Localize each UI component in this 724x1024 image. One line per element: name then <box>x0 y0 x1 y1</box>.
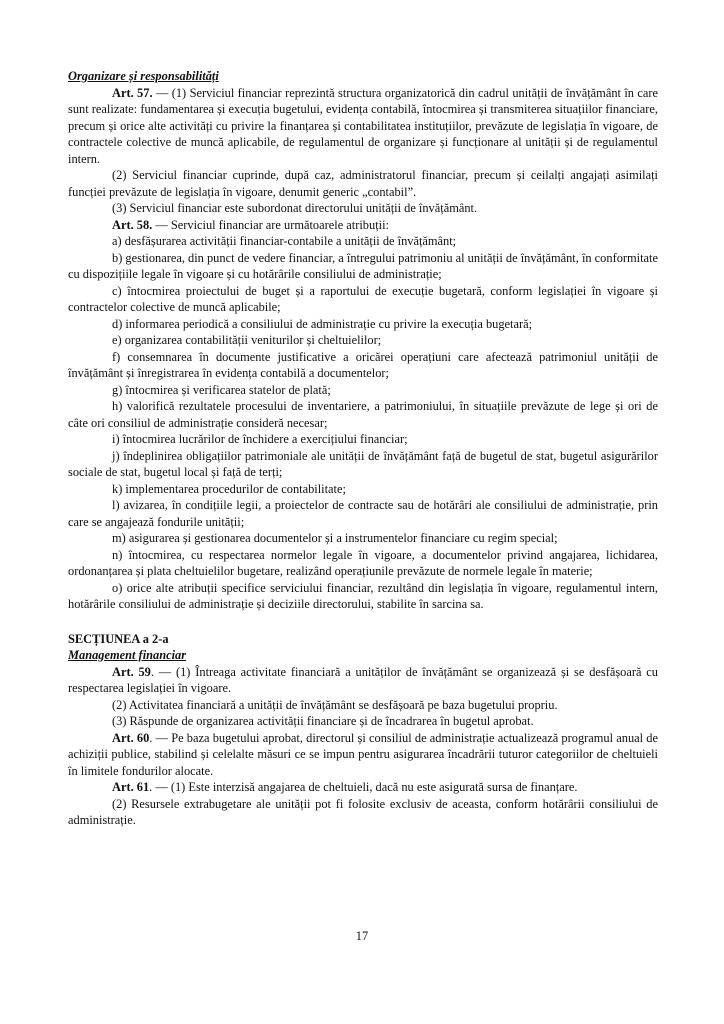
section2-heading: SECȚIUNEA a 2-a <box>68 631 169 646</box>
art58-item-b: b) gestionarea, din punct de vedere financiar, a întregului patrimoniu al unității de învățământ, în conformitate cu dispozițiile legale în vigoare și cu hotărârile consiliului de administrație; <box>68 250 658 281</box>
art58-item-h: h) valorifică rezultatele procesului de inventariere, a patrimoniului, în situațiile prevăzute de lege și ori de câte ori consiliul de administrație consideră necesar; <box>68 399 658 430</box>
art58-item-e: e) organizarea contabilității veniturilor și cheltuielilor; <box>112 333 382 347</box>
art59-label: Art. 59 <box>112 664 151 679</box>
art58-item-g: g) întocmirea și verificarea statelor de plată; <box>112 382 331 397</box>
art57-paragraph-2: (2) Serviciul financiar cuprinde, după caz, administratorul financiar, precum și ceilalți angajați asimilați funcției prevăzute de legislația în vigoare, denumit generic „contabil”. <box>68 168 658 199</box>
art58-intro <box>68 217 658 234</box>
art57-paragraph-3: (3) Serviciul financiar este subordonat directorului unității de învățământ. <box>112 201 478 215</box>
art61-label: Art. 61 <box>112 780 150 794</box>
art59-paragraph-3: (3) Răspunde de organizarea activității financiare și de încadrarea în bugetul aprobat. <box>112 714 534 728</box>
art59-paragraph-1 <box>68 664 658 697</box>
art57-label: Art. 57. <box>112 85 153 100</box>
art58-item-m: m) asigurarea și gestionarea documentelor și a instrumentelor financiare cu regim special; <box>112 531 558 545</box>
art58-item-j: j) îndeplinirea obligațiilor patrimoniale ale unității de învățământ față de bugetul de stat, bugetul asigurărilor sociale de stat, bugetul local și față de terți; <box>68 448 658 479</box>
art59-text-1: . — (1) Întreaga activitate financiară a unităților de învățământ se organizează și se desfășoară cu respectarea legislației în vigoare. <box>68 664 658 695</box>
art59-paragraph-2: (2) Activitatea financiară a unității de învățământ se desfășoară pe baza bugetului propriu. <box>112 697 558 712</box>
page-number: 17 <box>355 929 369 943</box>
art58-item-c: c) întocmirea proiectului de buget și a raportului de execuție bugetară, conform legislației în vigoare și contractelor colective de muncă aplicabile; <box>68 283 658 314</box>
section-title-text: Organizare și responsabilități <box>68 69 219 83</box>
section2-title <box>68 647 658 664</box>
art61-paragraph-2: (2) Resursele extrabugetare ale unității pot fi folosite exclusiv de aceasta, conform hotărârii consiliului de administrație. <box>68 796 658 827</box>
art58-intro-text: — Serviciul financiar are următoarele atribuții: <box>152 217 389 232</box>
page-content <box>68 68 658 829</box>
art58-label: Art. 58. <box>112 217 153 232</box>
art57-text-1: — (1) Serviciul financiar reprezintă structura organizatorică din cadrul unității de învățământ în care sunt realizate: fundamentarea și execuția bugetului, evidența contabilă, întocmirea și transmiterea situațiilor financiare, precum și orice alte activități cu privire la finanțarea și contabilitatea instituțiilor, prevăzute de legislația în vigoare, de contractele colective de muncă aplicabile, de regulamentul de organizare și funcționare al unității și de regulamentul intern. <box>68 85 658 166</box>
art61-paragraph-1 <box>68 779 658 796</box>
art58-item-a: a) desfășurarea activității financiar-contabile a unității de învățământ; <box>112 234 457 248</box>
art60-label: Art. 60 <box>112 730 150 745</box>
art58-item-k: k) implementarea procedurilor de contabilitate; <box>112 481 346 496</box>
art60-text: . — Pe baza bugetului aprobat, directorul și consiliul de administrație actualizează programul anual de achiziții publice, stabilind și celelalte măsuri ce se impun pentru asigurarea încadrării tuturor categoriilor de cheltuieli în limitele fondurilor alocate. <box>68 730 658 778</box>
art58-item-o: o) orice alte atribuții specifice serviciului financiar, rezultând din legislația în vigoare, regulamentul intern, hotărârile consiliului de administrație și deciziile directorului, stabilite în sarcina sa. <box>68 580 658 611</box>
art58-item-l: l) avizarea, în condițiile legii, a proiectelor de contracte sau de hotărâri ale consiliului de administrație, prin care se angajează fondurile unității; <box>68 498 658 529</box>
art58-item-d: d) informarea periodică a consiliului de administrație cu privire la execuția bugetară; <box>112 316 533 331</box>
art61-text-1: . — (1) Este interzisă angajarea de cheltuieli, dacă nu este asigurată sursa de finanțare. <box>149 780 578 794</box>
section2-title-text: Management financiar <box>68 648 187 662</box>
art60-paragraph <box>68 730 658 780</box>
art57-paragraph-1 <box>68 85 658 168</box>
section-title <box>68 68 658 85</box>
art58-item-i: i) întocmirea lucrărilor de închidere a exercițiului financiar; <box>112 432 408 446</box>
art58-item-n: n) întocmirea, cu respectarea normelor legale în vigoare, a documentelor privind angajarea, lichidarea, ordonanțarea și plata cheltuielilor bugetare, realizând operațiunile prevăzute de normele legale în materie; <box>68 547 658 578</box>
art58-item-f: f) consemnarea în documente justificative a oricărei operațiuni care afectează patrimoniul unității de învățământ și înregistrarea în evidența contabilă a documentelor; <box>68 349 658 380</box>
